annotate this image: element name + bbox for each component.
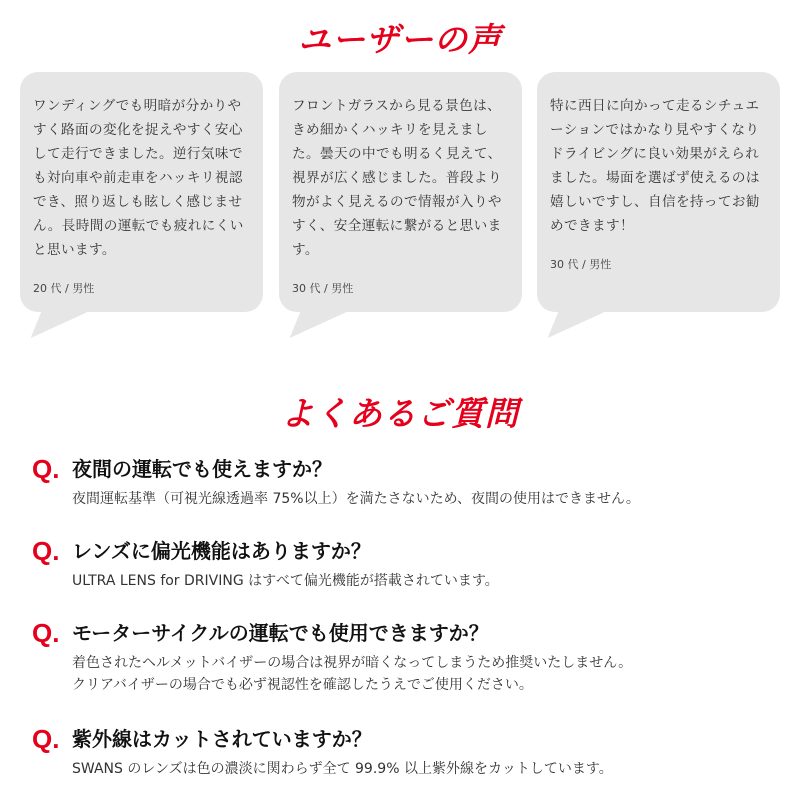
user-voices-title: ユーザーの声 [298, 20, 502, 59]
faq-answer: クリアバイザーの場合でも必ず視認性を確認したうえでご使用ください。 [72, 677, 533, 693]
q-mark: Q. [32, 618, 60, 648]
testimonial-text: フロントガラスから見る景色は、きめ細かくハッキリを見えました。曇天の中でも明るく見えて、視界が広く感じました。普段より物がよく見えるので情報が入りやすく、安全運転に繋がると思います。 [292, 98, 502, 258]
faq-question: レンズに偏光機能はありますか？ [72, 539, 371, 563]
testimonial-author: 20 代 / 男性 [33, 282, 95, 295]
faq-question: モーターサイクルの運転でも使用できますか？ [72, 621, 489, 645]
faq-question: 紫外線はカットされていますか？ [72, 727, 372, 751]
faq-item [32, 618, 792, 696]
faq-item [32, 454, 792, 510]
testimonial-author: 30 代 / 男性 [550, 258, 612, 271]
testimonial-text: ワンディングでも明暗が分かりやすく路面の変化を捉えやすく安心して走行できました。逆行気味でも対向車や前走車をハッキリ視認でき、照り返しも眩しく感じません。長時間の運転でも疲れにくいと思います。 [33, 98, 244, 258]
faq-answer: 夜間運転基準（可視光線透過率 75%以上）を満たさないため、夜間の使用はできません。 [72, 491, 640, 507]
q-mark: Q. [32, 724, 60, 754]
testimonial-bubble [537, 72, 780, 312]
faq-title: よくあるご質問 [281, 394, 519, 433]
testimonial-author: 30 代 / 男性 [292, 282, 354, 295]
faq-answer: SWANS のレンズは色の濃淡に関わらず全て 99.9% 以上紫外線をカットしています。 [72, 761, 613, 777]
testimonial-bubble [279, 72, 522, 312]
testimonial-text: 特に西日に向かって走るシチュエーションではかなり見やすくなりドライビングに良い効果がえられました。場面を選ばず使えるのは嬉しいですし、自信を持ってお勧めできます！ [550, 98, 760, 234]
faq-item [32, 536, 792, 592]
faq-answer: 着色されたヘルメットバイザーの場合は視界が暗くなってしまうため推奨いたしません。 [72, 655, 633, 671]
faq-question: 夜間の運転でも使えますか？ [72, 457, 332, 481]
testimonial-bubble [20, 72, 263, 312]
q-mark: Q. [32, 536, 60, 566]
q-mark: Q. [32, 454, 60, 484]
faq-item [32, 724, 792, 780]
faq-answer: ULTRA LENS for DRIVING はすべて偏光機能が搭載されています。 [72, 573, 499, 589]
